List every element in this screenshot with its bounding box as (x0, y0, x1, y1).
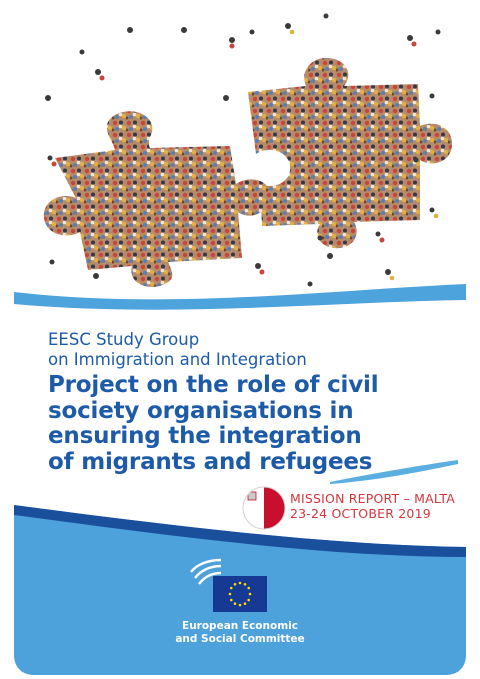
eesc-logo-icon (187, 556, 269, 616)
subtitle-line-1: EESC Study Group (48, 330, 200, 349)
crowd-puzzle-illustration (0, 0, 480, 310)
blue-swoosh-divider (0, 278, 480, 318)
mission-line-1: MISSION REPORT – MALTA (290, 491, 455, 506)
org-line-2: and Social Committee (175, 633, 305, 645)
title-line-2: society organisations in (48, 397, 354, 424)
organisation-name (140, 620, 340, 646)
title-line-3: ensuring the integration (48, 423, 362, 449)
mission-line-2: 23-24 OCTOBER 2019 (290, 506, 431, 521)
subtitle-line-2: on Immigration and Integration (48, 350, 307, 369)
org-line-1: European Economic (182, 620, 298, 632)
eu-flag-icon (213, 576, 267, 612)
title-line-4: of migrants and refugees (48, 448, 373, 475)
title-line-1: Project on the role of civil (48, 372, 379, 398)
